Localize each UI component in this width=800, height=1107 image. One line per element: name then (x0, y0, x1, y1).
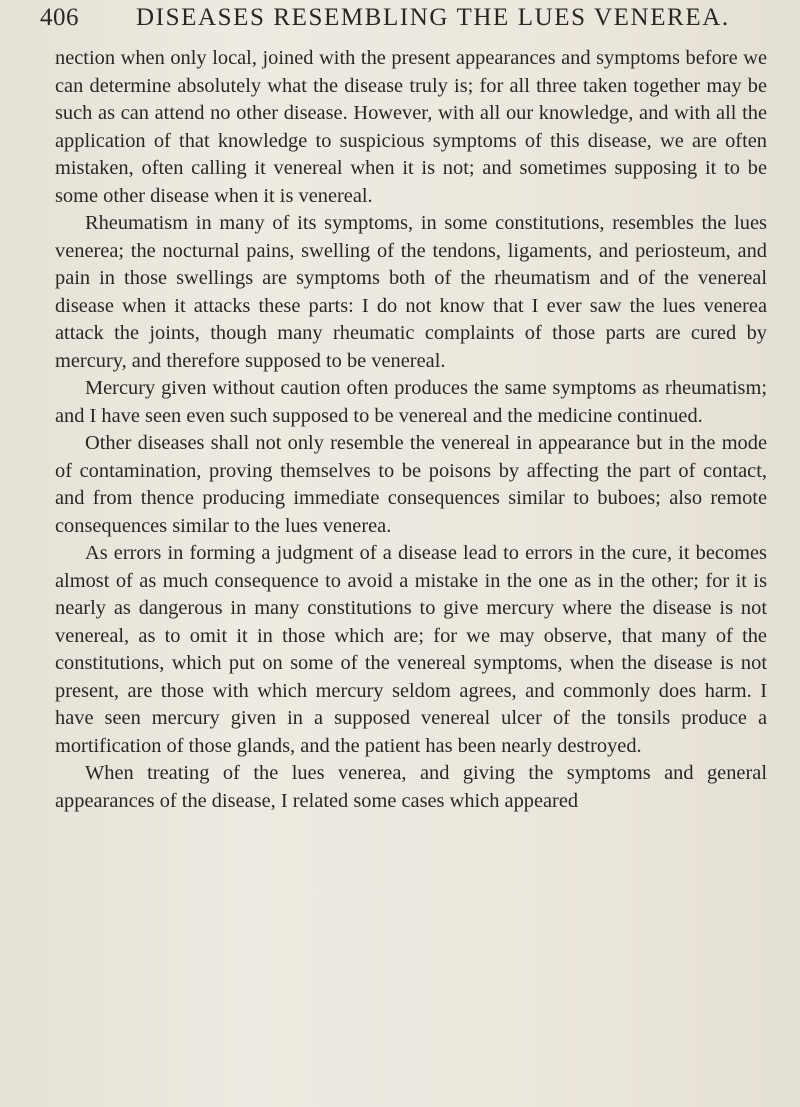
paragraph: Other diseases shall not only resemble the venereal in appearance but in the mode of contamination, proving themselves to be poisons by affecting the part of contact, and from thence producing immediate consequences similar to buboes; also remote consequences similar to the lues venerea. (55, 432, 767, 537)
paragraph: nection when only local, joined with the present appearances and symptoms before we can determine absolutely what the disease truly is; for all three taken together may be such as can attend no other disease. However, with all our knowledge, and with all the application of that knowledge to suspicious symptoms of this disease, we are often mistaken, often calling it venereal when it is not; and sometimes supposing it to be some other disease when it is venereal. (55, 47, 767, 207)
paragraph: As errors in forming a judgment of a disease lead to errors in the cure, it becomes almost of as much consequence to avoid a mistake in the one as in the other; for it is nearly as dangerous in many constitutions to give mercury where the disease is not venereal, as to omit it in those which are; for we may observe, that many of the constitutions, which put on some of the venereal symptoms, when the disease is not present, are those with which mercury seldom agrees, and commonly does harm. I have seen mercury given in a supposed venereal ulcer of the tonsils produce a mortification of those glands, and the patient has been nearly destroyed. (55, 542, 767, 757)
page-body (55, 45, 767, 815)
paragraph: When treating of the lues venerea, and giving the symptoms and general appearances of the disease, I related some cases which appeared (55, 762, 767, 812)
page-number: 406 (40, 4, 79, 31)
page-header (40, 4, 760, 40)
paragraph: Mercury given without caution often produces the same symptoms as rheumatism; and I have seen even such supposed to be venereal and the medicine continued. (55, 377, 767, 427)
paragraph: Rheumatism in many of its symptoms, in some constitutions, resembles the lues venerea; the nocturnal pains, swelling of the tendons, ligaments, and periosteum, and pain in those swellings are symptoms both of the rheumatism and of the venereal disease when it attacks these parts: I do not know that I ever saw the lues venerea attack the joints, though many rheumatic complaints of those parts are cured by mercury, and therefore supposed to be venereal. (55, 212, 767, 372)
running-head: DISEASES RESEMBLING THE LUES VENEREA. (136, 4, 730, 31)
